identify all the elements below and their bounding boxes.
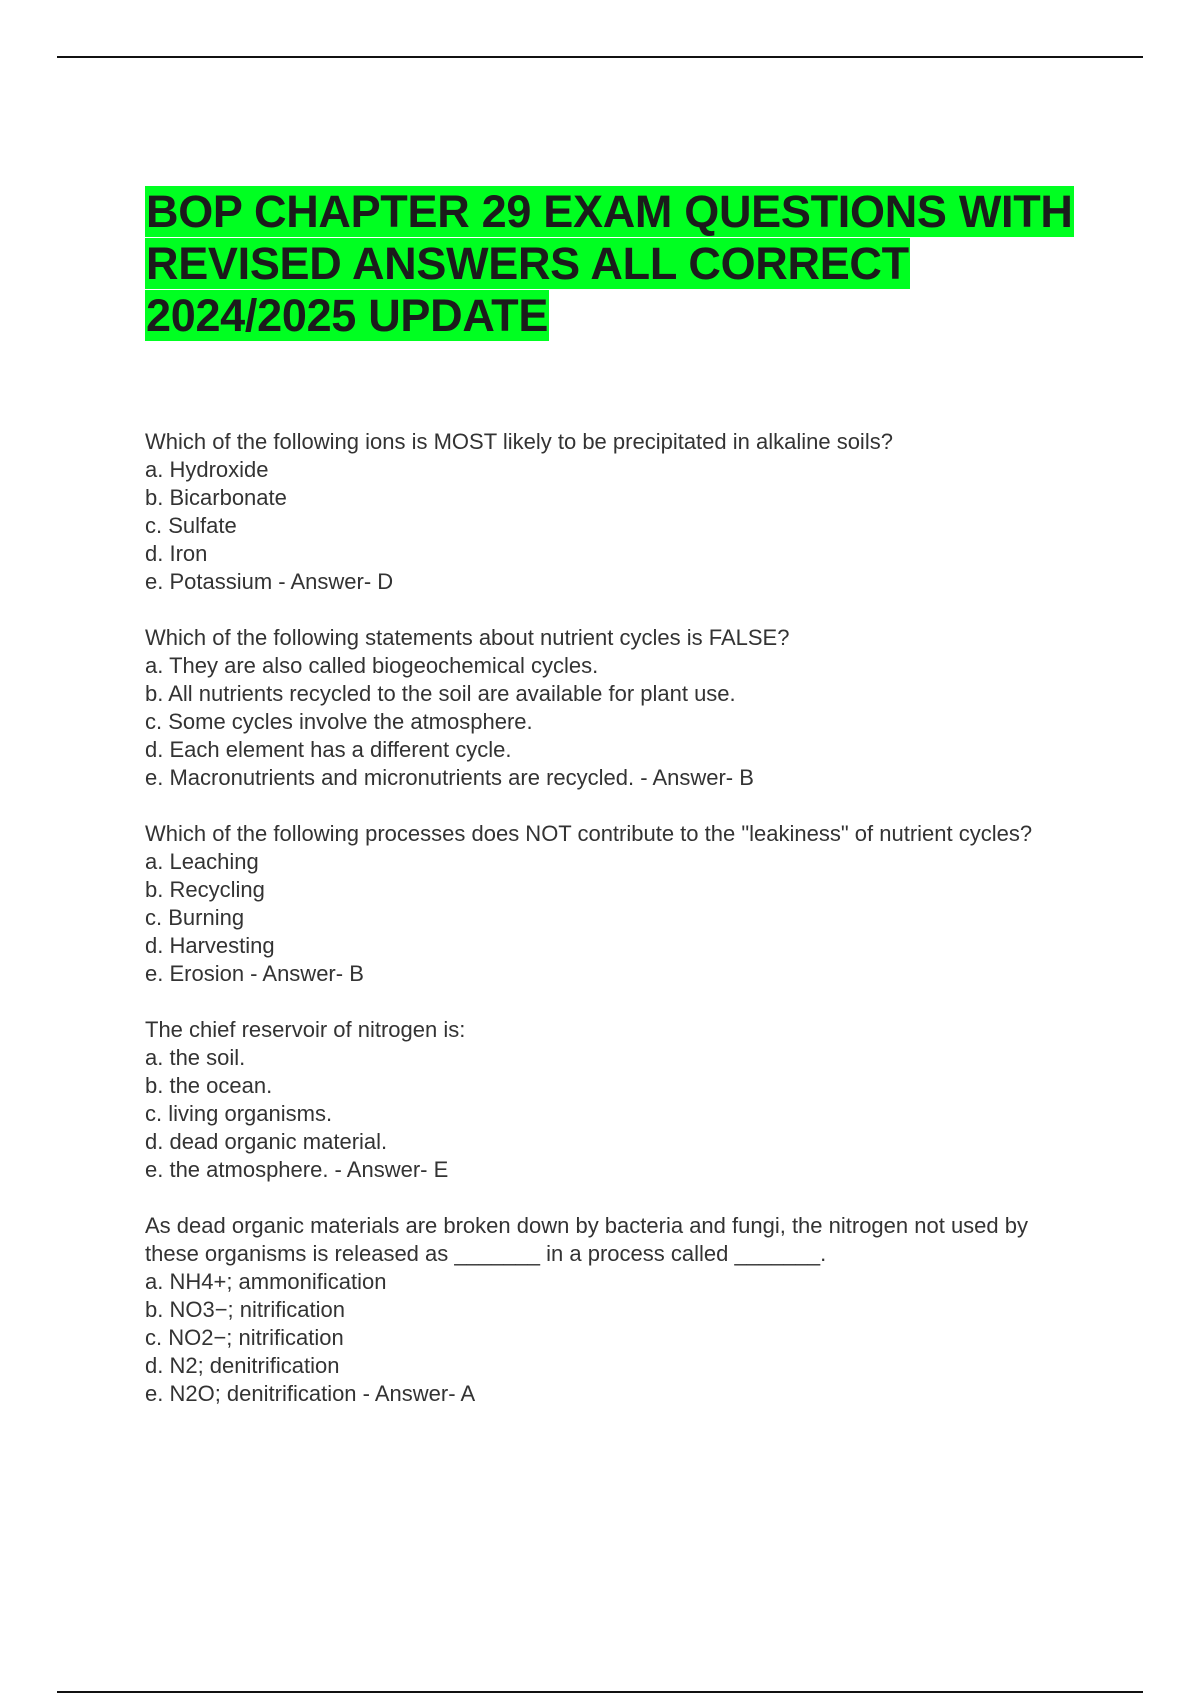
option-c: c. Sulfate [145, 513, 237, 538]
bottom-rule [57, 1691, 1143, 1693]
question-text: Which of the following ions is MOST likely to be precipitated in alkaline soils? [145, 429, 893, 454]
option-e-with-answer: e. Macronutrients and micronutrients are recycled. - Answer- B [145, 765, 754, 790]
option-b: b. Bicarbonate [145, 485, 287, 510]
option-a: a. NH4+; ammonification [145, 1269, 387, 1294]
option-e-with-answer: e. Erosion - Answer- B [145, 961, 364, 986]
option-a: a. Hydroxide [145, 457, 269, 482]
option-c: c. living organisms. [145, 1101, 333, 1126]
option-a: a. Leaching [145, 849, 259, 874]
option-d: d. Iron [145, 541, 208, 566]
option-d: d. Each element has a different cycle. [145, 737, 512, 762]
question-4 [145, 1016, 1085, 1184]
document-title [145, 186, 1085, 342]
option-b: b. Recycling [145, 877, 265, 902]
question-5 [145, 1212, 1085, 1408]
question-text: As dead organic materials are broken down by bacteria and fungi, the nitrogen not used by these organisms is released as _______ in a process called _______. [145, 1213, 1028, 1266]
option-b: b. NO3−; nitrification [145, 1297, 345, 1322]
option-a: a. They are also called biogeochemical cycles. [145, 653, 599, 678]
option-c: c. NO2−; nitrification [145, 1325, 344, 1350]
question-text: The chief reservoir of nitrogen is: [145, 1017, 466, 1042]
option-c: c. Some cycles involve the atmosphere. [145, 709, 533, 734]
option-d: d. dead organic material. [145, 1129, 388, 1154]
option-d: d. N2; denitrification [145, 1353, 340, 1378]
question-3 [145, 820, 1085, 988]
option-b: b. All nutrients recycled to the soil are available for plant use. [145, 681, 736, 706]
question-list [145, 428, 1085, 1408]
question-text: Which of the following processes does NOT contribute to the "leakiness" of nutrient cycles? [145, 821, 1033, 846]
document-title-text: BOP CHAPTER 29 EXAM QUESTIONS WITH REVISED ANSWERS ALL CORRECT 2024/2025 UPDATE [146, 186, 1073, 341]
option-e-with-answer: e. Potassium - Answer- D [145, 569, 394, 594]
option-d: d. Harvesting [145, 933, 275, 958]
option-c: c. Burning [145, 905, 245, 930]
question-2 [145, 624, 1085, 792]
option-e-with-answer: e. N2O; denitrification - Answer- A [145, 1381, 476, 1406]
top-rule [57, 56, 1143, 58]
question-1 [145, 428, 1085, 596]
option-b: b. the ocean. [145, 1073, 273, 1098]
option-e-with-answer: e. the atmosphere. - Answer- E [145, 1157, 449, 1182]
question-text: Which of the following statements about nutrient cycles is FALSE? [145, 625, 790, 650]
document-body [145, 186, 1085, 1436]
option-a: a. the soil. [145, 1045, 246, 1070]
